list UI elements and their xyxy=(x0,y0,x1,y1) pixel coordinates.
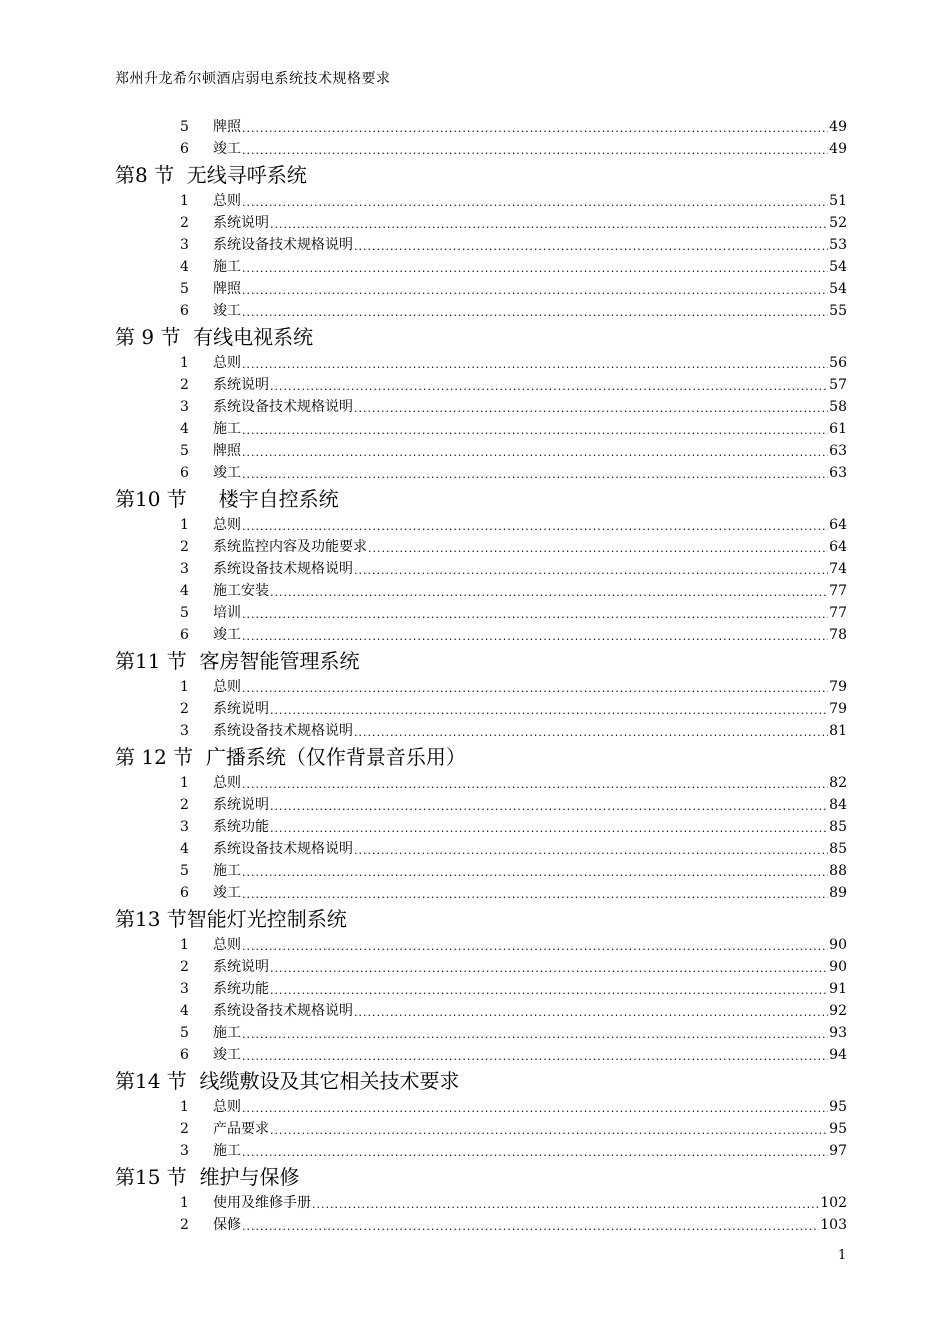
section-title[interactable]: 第 9 节 有线电视系统 xyxy=(115,325,314,349)
entry-label: 牌照 xyxy=(213,443,241,459)
dot-leader xyxy=(242,1047,828,1066)
entry-page: 53 xyxy=(829,237,847,253)
toc-entry[interactable] xyxy=(115,676,847,698)
dot-leader xyxy=(354,561,828,580)
entry-label: 总则 xyxy=(213,1099,241,1115)
toc-entry[interactable] xyxy=(115,234,847,256)
entry-number: 5 xyxy=(180,605,189,621)
dot-leader xyxy=(242,1099,828,1118)
section-title[interactable]: 第8 节 无线寻呼系统 xyxy=(115,163,307,187)
entry-label: 系统设备技术规格说明 xyxy=(213,237,353,253)
entry-page: 90 xyxy=(829,959,847,975)
dot-leader xyxy=(242,605,828,624)
toc-section xyxy=(115,1066,847,1162)
dot-leader xyxy=(242,1143,828,1162)
entry-label: 产品要求 xyxy=(213,1121,269,1137)
entry-page: 85 xyxy=(829,841,847,857)
entry-page: 97 xyxy=(829,1143,847,1159)
entry-number: 5 xyxy=(180,281,189,297)
entry-label: 使用及维修手册 xyxy=(213,1195,311,1211)
entry-label: 施工 xyxy=(213,863,241,879)
entry-page: 95 xyxy=(829,1099,847,1115)
entry-number: 1 xyxy=(180,1195,189,1211)
entry-number: 3 xyxy=(180,399,189,415)
entry-label: 系统设备技术规格说明 xyxy=(213,723,353,739)
entry-number: 2 xyxy=(180,539,189,555)
entry-page: 54 xyxy=(829,281,847,297)
entry-number: 4 xyxy=(180,259,189,275)
entry-label: 总则 xyxy=(213,937,241,953)
toc-section xyxy=(115,1162,847,1236)
entry-number: 2 xyxy=(180,797,189,813)
entry-page: 58 xyxy=(829,399,847,415)
entry-number: 6 xyxy=(180,885,189,901)
entry-page: 91 xyxy=(829,981,847,997)
entry-label: 施工安装 xyxy=(213,583,269,599)
dot-leader xyxy=(242,193,828,212)
entry-label: 总则 xyxy=(213,517,241,533)
dot-leader xyxy=(354,723,828,742)
entry-label: 培训 xyxy=(213,605,241,621)
toc-carryover xyxy=(115,116,847,160)
entry-number: 1 xyxy=(180,679,189,695)
entry-label: 总则 xyxy=(213,355,241,371)
entry-label: 系统功能 xyxy=(213,981,269,997)
entry-number: 2 xyxy=(180,1121,189,1137)
page-number: 1 xyxy=(838,1248,847,1263)
entry-page: 49 xyxy=(829,119,847,135)
entry-page: 64 xyxy=(829,539,847,555)
toc-entry[interactable] xyxy=(115,624,847,646)
entry-page: 52 xyxy=(829,215,847,231)
entry-page: 79 xyxy=(829,701,847,717)
entry-number: 3 xyxy=(180,981,189,997)
entry-number: 1 xyxy=(180,517,189,533)
entry-number: 5 xyxy=(180,443,189,459)
entry-number: 3 xyxy=(180,1143,189,1159)
section-title[interactable]: 第14 节 线缆敷设及其它相关技术要求 xyxy=(115,1069,460,1093)
entry-number: 6 xyxy=(180,1047,189,1063)
entry-number: 6 xyxy=(180,627,189,643)
dot-leader xyxy=(242,517,828,536)
entry-label: 系统说明 xyxy=(213,377,269,393)
entry-number: 6 xyxy=(180,303,189,319)
entry-label: 竣工 xyxy=(213,885,241,901)
entry-label: 系统功能 xyxy=(213,819,269,835)
dot-leader xyxy=(242,937,828,956)
entry-label: 系统设备技术规格说明 xyxy=(213,561,353,577)
dot-leader xyxy=(270,797,828,816)
toc-entry[interactable] xyxy=(115,882,847,904)
toc-entry[interactable] xyxy=(115,1000,847,1022)
entry-page: 95 xyxy=(829,1121,847,1137)
dot-leader xyxy=(270,583,828,602)
dot-leader xyxy=(270,215,828,234)
toc-entry[interactable] xyxy=(115,256,847,278)
dot-leader xyxy=(242,627,828,646)
entry-label: 牌照 xyxy=(213,119,241,135)
entry-label: 系统说明 xyxy=(213,215,269,231)
entry-number: 3 xyxy=(180,561,189,577)
entry-label: 施工 xyxy=(213,259,241,275)
dot-leader xyxy=(354,1003,828,1022)
entry-number: 1 xyxy=(180,775,189,791)
toc-entry[interactable] xyxy=(115,816,847,838)
entry-label: 系统设备技术规格说明 xyxy=(213,841,353,857)
toc-section xyxy=(115,646,847,742)
entry-number: 6 xyxy=(180,141,189,157)
entry-page: 85 xyxy=(829,819,847,835)
dot-leader xyxy=(354,399,828,418)
dot-leader xyxy=(270,959,828,978)
section-title[interactable]: 第15 节 维护与保修 xyxy=(115,1165,300,1189)
toc-entry[interactable] xyxy=(115,602,847,624)
toc-entry[interactable] xyxy=(115,396,847,418)
toc-entry[interactable] xyxy=(115,212,847,234)
dot-leader xyxy=(270,377,828,396)
section-title[interactable]: 第13 节智能灯光控制系统 xyxy=(115,907,347,931)
entry-label: 系统说明 xyxy=(213,701,269,717)
entry-page: 55 xyxy=(829,303,847,319)
dot-leader xyxy=(242,1217,819,1236)
toc-entry[interactable] xyxy=(115,374,847,396)
toc-entry[interactable] xyxy=(115,580,847,602)
entry-number: 4 xyxy=(180,421,189,437)
entry-number: 2 xyxy=(180,959,189,975)
entry-number: 1 xyxy=(180,937,189,953)
dot-leader xyxy=(242,355,828,374)
entry-number: 1 xyxy=(180,1099,189,1115)
entry-label: 施工 xyxy=(213,1143,241,1159)
entry-page: 89 xyxy=(829,885,847,901)
toc-entry[interactable] xyxy=(115,278,847,300)
dot-leader xyxy=(270,981,828,1000)
toc-entry[interactable] xyxy=(115,794,847,816)
entry-page: 61 xyxy=(829,421,847,437)
entry-page: 51 xyxy=(829,193,847,209)
toc-entry[interactable] xyxy=(115,720,847,742)
entry-page: 79 xyxy=(829,679,847,695)
entry-page: 102 xyxy=(820,1195,847,1211)
entry-label: 系统设备技术规格说明 xyxy=(213,1003,353,1019)
entry-label: 施工 xyxy=(213,421,241,437)
dot-leader xyxy=(242,863,828,882)
section-title[interactable]: 第 12 节 广播系统（仅作背景音乐用） xyxy=(115,745,466,769)
toc-entry[interactable] xyxy=(115,440,847,462)
entry-label: 竣工 xyxy=(213,303,241,319)
dot-leader xyxy=(368,539,828,558)
entry-page: 88 xyxy=(829,863,847,879)
entry-page: 56 xyxy=(829,355,847,371)
toc-entry[interactable] xyxy=(115,352,847,374)
toc-entry[interactable] xyxy=(115,1022,847,1044)
entry-number: 3 xyxy=(180,723,189,739)
toc-entry[interactable] xyxy=(115,462,847,484)
dot-leader xyxy=(242,119,828,138)
section-title[interactable]: 第11 节 客房智能管理系统 xyxy=(115,649,360,673)
entry-page: 74 xyxy=(829,561,847,577)
toc-section xyxy=(115,160,847,322)
toc-entry[interactable] xyxy=(115,116,847,138)
entry-label: 系统设备技术规格说明 xyxy=(213,399,353,415)
entry-number: 2 xyxy=(180,377,189,393)
entry-page: 103 xyxy=(820,1217,847,1233)
dot-leader xyxy=(270,1121,828,1140)
toc-entry[interactable] xyxy=(115,1044,847,1066)
toc-entry[interactable] xyxy=(115,1214,847,1236)
toc-entry[interactable] xyxy=(115,1140,847,1162)
entry-page: 54 xyxy=(829,259,847,275)
entry-page: 64 xyxy=(829,517,847,533)
dot-leader xyxy=(242,1025,828,1044)
toc-section xyxy=(115,322,847,484)
dot-leader xyxy=(270,819,828,838)
dot-leader xyxy=(354,841,828,860)
toc-section xyxy=(115,742,847,904)
entry-number: 4 xyxy=(180,583,189,599)
entry-number: 1 xyxy=(180,355,189,371)
entry-page: 78 xyxy=(829,627,847,643)
dot-leader xyxy=(242,141,828,160)
entry-number: 6 xyxy=(180,465,189,481)
dot-leader xyxy=(312,1195,819,1214)
entry-label: 系统说明 xyxy=(213,959,269,975)
entry-page: 57 xyxy=(829,377,847,393)
entry-label: 牌照 xyxy=(213,281,241,297)
entry-number: 1 xyxy=(180,193,189,209)
toc-entry[interactable] xyxy=(115,138,847,160)
dot-leader xyxy=(270,701,828,720)
dot-leader xyxy=(242,421,828,440)
toc-entry[interactable] xyxy=(115,860,847,882)
entry-number: 4 xyxy=(180,841,189,857)
toc-entry[interactable] xyxy=(115,838,847,860)
entry-page: 82 xyxy=(829,775,847,791)
entry-page: 77 xyxy=(829,605,847,621)
table-of-contents xyxy=(115,116,847,1236)
entry-number: 3 xyxy=(180,237,189,253)
entry-label: 施工 xyxy=(213,1025,241,1041)
dot-leader xyxy=(242,679,828,698)
entry-label: 系统说明 xyxy=(213,797,269,813)
entry-label: 总则 xyxy=(213,679,241,695)
toc-entry[interactable] xyxy=(115,514,847,536)
entry-label: 总则 xyxy=(213,775,241,791)
section-title[interactable]: 第10 节 楼宇自控系统 xyxy=(115,487,339,511)
toc-entry[interactable] xyxy=(115,418,847,440)
dot-leader xyxy=(242,885,828,904)
entry-page: 63 xyxy=(829,443,847,459)
toc-entry[interactable] xyxy=(115,536,847,558)
entry-number: 4 xyxy=(180,1003,189,1019)
toc-entry[interactable] xyxy=(115,300,847,322)
dot-leader xyxy=(242,281,828,300)
dot-leader xyxy=(242,775,828,794)
document-header: 郑州升龙希尔顿酒店弱电系统技术规格要求 xyxy=(115,71,391,87)
entry-label: 系统监控内容及功能要求 xyxy=(213,539,367,555)
toc-entry[interactable] xyxy=(115,956,847,978)
toc-section xyxy=(115,904,847,1066)
dot-leader xyxy=(242,303,828,322)
entry-page: 94 xyxy=(829,1047,847,1063)
entry-number: 2 xyxy=(180,1217,189,1233)
toc-section xyxy=(115,484,847,646)
entry-label: 总则 xyxy=(213,193,241,209)
toc-entry[interactable] xyxy=(115,1096,847,1118)
entry-page: 84 xyxy=(829,797,847,813)
entry-page: 49 xyxy=(829,141,847,157)
entry-label: 竣工 xyxy=(213,141,241,157)
entry-number: 3 xyxy=(180,819,189,835)
dot-leader xyxy=(242,259,828,278)
dot-leader xyxy=(354,237,828,256)
toc-entry[interactable] xyxy=(115,558,847,580)
entry-label: 保修 xyxy=(213,1217,241,1233)
entry-page: 93 xyxy=(829,1025,847,1041)
entry-number: 2 xyxy=(180,701,189,717)
toc-entry[interactable] xyxy=(115,1118,847,1140)
entry-page: 90 xyxy=(829,937,847,953)
entry-page: 92 xyxy=(829,1003,847,1019)
entry-page: 77 xyxy=(829,583,847,599)
entry-page: 63 xyxy=(829,465,847,481)
toc-entry[interactable] xyxy=(115,978,847,1000)
toc-entry[interactable] xyxy=(115,190,847,212)
dot-leader xyxy=(242,443,828,462)
entry-number: 5 xyxy=(180,863,189,879)
entry-number: 5 xyxy=(180,1025,189,1041)
toc-entry[interactable] xyxy=(115,934,847,956)
entry-label: 竣工 xyxy=(213,627,241,643)
entry-number: 5 xyxy=(180,119,189,135)
entry-label: 竣工 xyxy=(213,465,241,481)
toc-entry[interactable] xyxy=(115,698,847,720)
entry-page: 81 xyxy=(829,723,847,739)
dot-leader xyxy=(242,465,828,484)
entry-number: 2 xyxy=(180,215,189,231)
toc-entry[interactable] xyxy=(115,772,847,794)
toc-entry[interactable] xyxy=(115,1192,847,1214)
entry-label: 竣工 xyxy=(213,1047,241,1063)
